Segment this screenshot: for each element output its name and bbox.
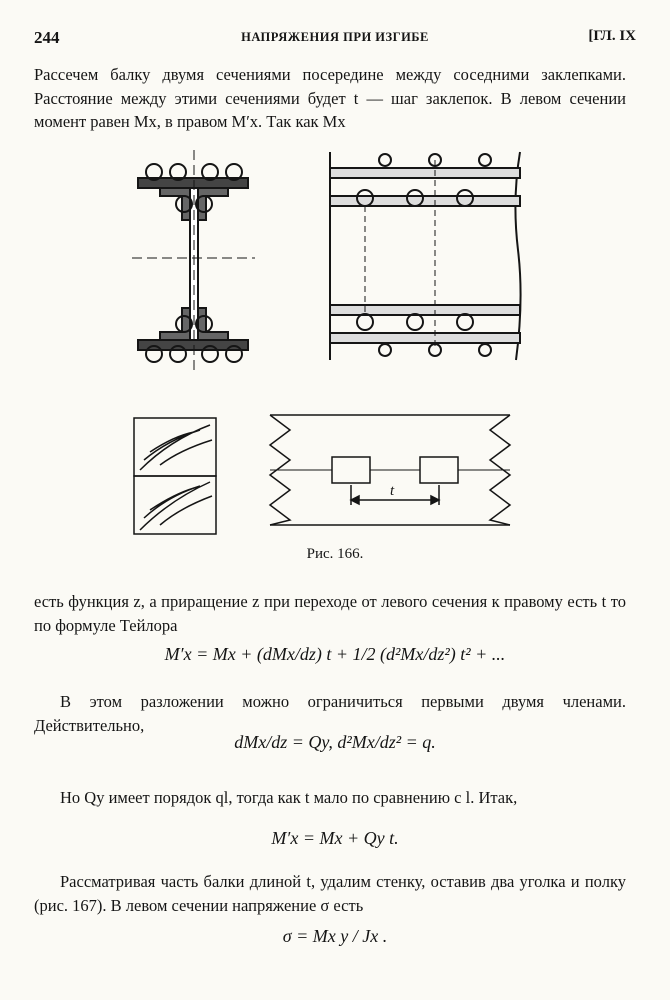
- rivet-pitch-diagram: [270, 415, 510, 525]
- beam-side-view: [330, 152, 521, 360]
- running-title: НАПРЯЖЕНИЯ ПРИ ИЗГИБЕ: [241, 30, 429, 44]
- wood-section: [134, 418, 216, 534]
- paragraph-4: Но Qy имеет порядок ql, тогда как t мало по сравнению с l. Итак,: [60, 788, 518, 807]
- figure-caption: Рис. 166.: [306, 546, 364, 562]
- paragraph-3: В этом разложении можно ограничиться первыми двумя членами. Действительно,: [34, 692, 626, 735]
- chapter-label: [ГЛ. IX: [588, 28, 636, 44]
- i-beam-cross-section: [132, 150, 255, 375]
- page-header: [34, 28, 636, 50]
- page-number: 244: [34, 28, 60, 47]
- paragraph-1: Рассечем балку двумя сечениями посередине между соседними заклепками. Расстояние между этими сечениями будет t — шаг заклепок. В левом сечении момент равен Mx, в правом M′x. Так как Mx: [34, 65, 626, 131]
- moment-formula: M′x = Mx + Qy t.: [271, 828, 399, 848]
- paragraph-2: есть функция z, а приращение z при переходе от левого сечения к правому есть t то по формуле Тейлора: [34, 592, 626, 635]
- paragraph-5: Рассматривая часть балки длиной t, удалим стенку, оставив два уголка и полку (рис. 167). В левом сечении напряжение σ есть: [34, 872, 626, 915]
- figure-166: [120, 140, 540, 540]
- derivative-formulas: dMx/dz = Qy, d²Mx/dz² = q.: [234, 732, 436, 752]
- stress-formula: σ = Mx y / Jx .: [282, 926, 388, 946]
- taylor-formula: M′x = Mx + (dMx/dz) t + 1/2 (d²Mx/dz²) t² + ...: [164, 644, 506, 664]
- pitch-label: t: [390, 483, 395, 499]
